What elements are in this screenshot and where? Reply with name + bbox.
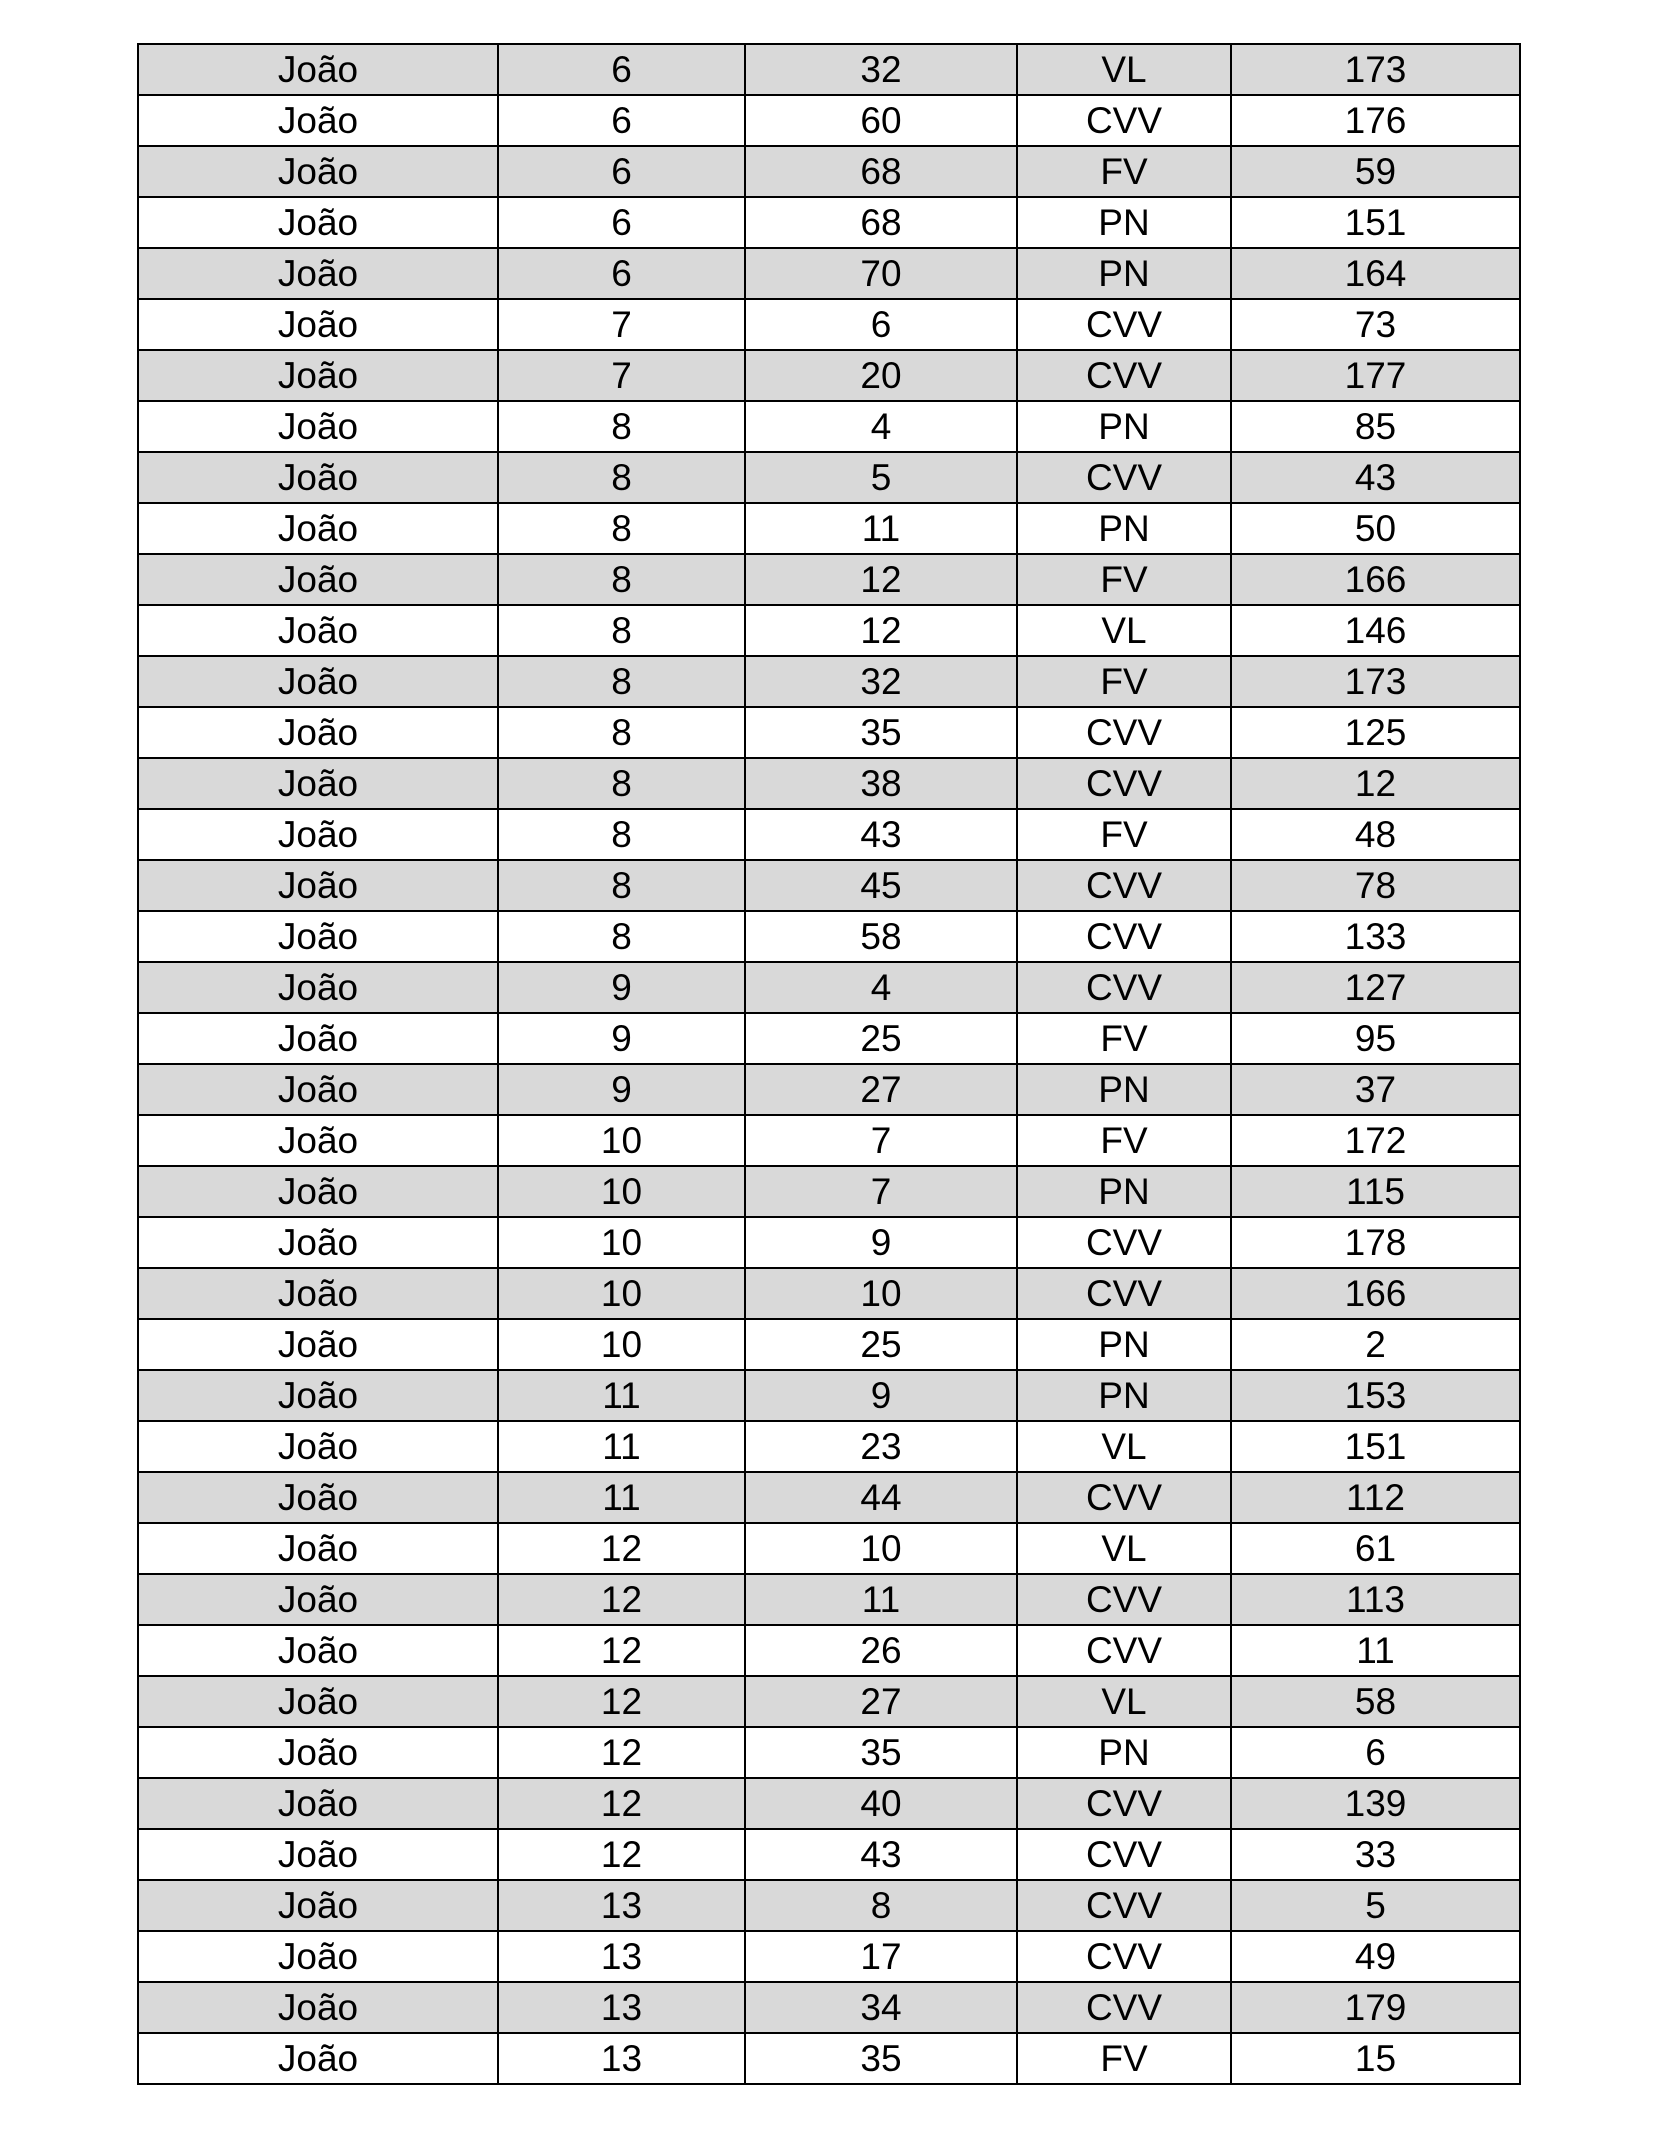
value-cell: 164	[1231, 248, 1520, 299]
number-a-cell: 10	[498, 1166, 745, 1217]
number-b-cell: 68	[745, 197, 1017, 248]
number-a-cell: 6	[498, 248, 745, 299]
code-cell: FV	[1017, 809, 1231, 860]
number-b-cell: 20	[745, 350, 1017, 401]
number-b-cell: 12	[745, 554, 1017, 605]
name-cell: João	[138, 299, 498, 350]
table-row	[138, 1013, 1520, 1064]
number-a-cell: 6	[498, 146, 745, 197]
table-row	[138, 1421, 1520, 1472]
code-cell: CVV	[1017, 1625, 1231, 1676]
table-row	[138, 1727, 1520, 1778]
code-cell: CVV	[1017, 1217, 1231, 1268]
value-cell: 43	[1231, 452, 1520, 503]
name-cell: João	[138, 1574, 498, 1625]
number-a-cell: 8	[498, 860, 745, 911]
number-a-cell: 13	[498, 1982, 745, 2033]
table-row	[138, 1523, 1520, 1574]
value-cell: 95	[1231, 1013, 1520, 1064]
table-row	[138, 707, 1520, 758]
code-cell: CVV	[1017, 452, 1231, 503]
table-row	[138, 1472, 1520, 1523]
name-cell: João	[138, 656, 498, 707]
number-b-cell: 7	[745, 1115, 1017, 1166]
name-cell: João	[138, 1421, 498, 1472]
name-cell: João	[138, 2033, 498, 2084]
number-b-cell: 4	[745, 401, 1017, 452]
name-cell: João	[138, 1880, 498, 1931]
number-b-cell: 17	[745, 1931, 1017, 1982]
number-a-cell: 8	[498, 452, 745, 503]
number-b-cell: 60	[745, 95, 1017, 146]
code-cell: CVV	[1017, 758, 1231, 809]
code-cell: CVV	[1017, 962, 1231, 1013]
number-b-cell: 44	[745, 1472, 1017, 1523]
table-row	[138, 503, 1520, 554]
table-row	[138, 44, 1520, 95]
number-a-cell: 10	[498, 1319, 745, 1370]
number-b-cell: 32	[745, 44, 1017, 95]
number-b-cell: 8	[745, 1880, 1017, 1931]
number-b-cell: 43	[745, 1829, 1017, 1880]
code-cell: FV	[1017, 554, 1231, 605]
code-cell: PN	[1017, 248, 1231, 299]
code-cell: CVV	[1017, 350, 1231, 401]
value-cell: 49	[1231, 1931, 1520, 1982]
value-cell: 5	[1231, 1880, 1520, 1931]
table-row	[138, 1115, 1520, 1166]
number-a-cell: 10	[498, 1268, 745, 1319]
table-row	[138, 911, 1520, 962]
table-row	[138, 1166, 1520, 1217]
value-cell: 173	[1231, 44, 1520, 95]
table-row	[138, 248, 1520, 299]
number-a-cell: 13	[498, 2033, 745, 2084]
value-cell: 58	[1231, 1676, 1520, 1727]
number-a-cell: 13	[498, 1880, 745, 1931]
value-cell: 61	[1231, 1523, 1520, 1574]
code-cell: PN	[1017, 503, 1231, 554]
name-cell: João	[138, 44, 498, 95]
number-b-cell: 43	[745, 809, 1017, 860]
number-a-cell: 8	[498, 911, 745, 962]
name-cell: João	[138, 1166, 498, 1217]
number-a-cell: 12	[498, 1523, 745, 1574]
name-cell: João	[138, 1115, 498, 1166]
value-cell: 73	[1231, 299, 1520, 350]
number-b-cell: 9	[745, 1370, 1017, 1421]
number-b-cell: 25	[745, 1319, 1017, 1370]
table-row	[138, 809, 1520, 860]
number-a-cell: 8	[498, 707, 745, 758]
table-row	[138, 605, 1520, 656]
number-a-cell: 11	[498, 1472, 745, 1523]
name-cell: João	[138, 248, 498, 299]
value-cell: 112	[1231, 1472, 1520, 1523]
value-cell: 178	[1231, 1217, 1520, 1268]
value-cell: 166	[1231, 554, 1520, 605]
table-row	[138, 1676, 1520, 1727]
table-row	[138, 554, 1520, 605]
table-row	[138, 1829, 1520, 1880]
table-row	[138, 299, 1520, 350]
code-cell: CVV	[1017, 860, 1231, 911]
name-cell: João	[138, 707, 498, 758]
table-row	[138, 1574, 1520, 1625]
table-row	[138, 95, 1520, 146]
value-cell: 151	[1231, 197, 1520, 248]
table-row	[138, 350, 1520, 401]
number-b-cell: 6	[745, 299, 1017, 350]
code-cell: PN	[1017, 1166, 1231, 1217]
name-cell: João	[138, 503, 498, 554]
number-b-cell: 68	[745, 146, 1017, 197]
value-cell: 11	[1231, 1625, 1520, 1676]
name-cell: João	[138, 1829, 498, 1880]
name-cell: João	[138, 401, 498, 452]
number-a-cell: 8	[498, 503, 745, 554]
table-row	[138, 1778, 1520, 1829]
name-cell: João	[138, 1727, 498, 1778]
table-row	[138, 1319, 1520, 1370]
table-row	[138, 197, 1520, 248]
number-b-cell: 4	[745, 962, 1017, 1013]
table-row	[138, 146, 1520, 197]
number-b-cell: 26	[745, 1625, 1017, 1676]
number-b-cell: 35	[745, 1727, 1017, 1778]
number-b-cell: 34	[745, 1982, 1017, 2033]
number-b-cell: 32	[745, 656, 1017, 707]
code-cell: CVV	[1017, 95, 1231, 146]
name-cell: João	[138, 1778, 498, 1829]
code-cell: FV	[1017, 2033, 1231, 2084]
number-a-cell: 13	[498, 1931, 745, 1982]
value-cell: 33	[1231, 1829, 1520, 1880]
name-cell: João	[138, 452, 498, 503]
code-cell: CVV	[1017, 911, 1231, 962]
table-row	[138, 656, 1520, 707]
code-cell: CVV	[1017, 1931, 1231, 1982]
name-cell: João	[138, 1370, 498, 1421]
name-cell: João	[138, 911, 498, 962]
number-a-cell: 9	[498, 1013, 745, 1064]
number-a-cell: 11	[498, 1421, 745, 1472]
name-cell: João	[138, 146, 498, 197]
name-cell: João	[138, 1319, 498, 1370]
number-a-cell: 9	[498, 1064, 745, 1115]
value-cell: 48	[1231, 809, 1520, 860]
number-a-cell: 10	[498, 1115, 745, 1166]
table-row	[138, 2033, 1520, 2084]
number-a-cell: 7	[498, 350, 745, 401]
number-a-cell: 8	[498, 656, 745, 707]
code-cell: FV	[1017, 146, 1231, 197]
number-a-cell: 11	[498, 1370, 745, 1421]
table-row	[138, 1625, 1520, 1676]
number-a-cell: 6	[498, 44, 745, 95]
value-cell: 125	[1231, 707, 1520, 758]
number-a-cell: 6	[498, 95, 745, 146]
value-cell: 176	[1231, 95, 1520, 146]
code-cell: PN	[1017, 197, 1231, 248]
code-cell: VL	[1017, 1523, 1231, 1574]
value-cell: 166	[1231, 1268, 1520, 1319]
number-b-cell: 11	[745, 1574, 1017, 1625]
number-a-cell: 12	[498, 1778, 745, 1829]
value-cell: 37	[1231, 1064, 1520, 1115]
name-cell: João	[138, 758, 498, 809]
number-a-cell: 6	[498, 197, 745, 248]
value-cell: 12	[1231, 758, 1520, 809]
number-b-cell: 12	[745, 605, 1017, 656]
value-cell: 15	[1231, 2033, 1520, 2084]
number-b-cell: 25	[745, 1013, 1017, 1064]
number-a-cell: 8	[498, 809, 745, 860]
table-row	[138, 452, 1520, 503]
code-cell: FV	[1017, 656, 1231, 707]
code-cell: PN	[1017, 401, 1231, 452]
number-a-cell: 8	[498, 401, 745, 452]
number-b-cell: 11	[745, 503, 1017, 554]
number-b-cell: 70	[745, 248, 1017, 299]
number-a-cell: 12	[498, 1625, 745, 1676]
code-cell: CVV	[1017, 1829, 1231, 1880]
number-a-cell: 8	[498, 605, 745, 656]
name-cell: João	[138, 1982, 498, 2033]
number-b-cell: 35	[745, 707, 1017, 758]
code-cell: CVV	[1017, 1574, 1231, 1625]
name-cell: João	[138, 1676, 498, 1727]
name-cell: João	[138, 197, 498, 248]
value-cell: 133	[1231, 911, 1520, 962]
number-a-cell: 8	[498, 758, 745, 809]
number-a-cell: 12	[498, 1727, 745, 1778]
name-cell: João	[138, 1013, 498, 1064]
name-cell: João	[138, 1064, 498, 1115]
number-b-cell: 45	[745, 860, 1017, 911]
code-cell: CVV	[1017, 1778, 1231, 1829]
value-cell: 2	[1231, 1319, 1520, 1370]
code-cell: PN	[1017, 1370, 1231, 1421]
value-cell: 113	[1231, 1574, 1520, 1625]
table-row	[138, 758, 1520, 809]
code-cell: CVV	[1017, 707, 1231, 758]
code-cell: VL	[1017, 1676, 1231, 1727]
number-a-cell: 9	[498, 962, 745, 1013]
value-cell: 139	[1231, 1778, 1520, 1829]
code-cell: CVV	[1017, 1982, 1231, 2033]
value-cell: 153	[1231, 1370, 1520, 1421]
number-b-cell: 58	[745, 911, 1017, 962]
number-b-cell: 9	[745, 1217, 1017, 1268]
number-a-cell: 7	[498, 299, 745, 350]
number-b-cell: 27	[745, 1676, 1017, 1727]
name-cell: João	[138, 350, 498, 401]
code-cell: FV	[1017, 1115, 1231, 1166]
data-table	[137, 43, 1521, 2085]
number-b-cell: 10	[745, 1268, 1017, 1319]
number-b-cell: 35	[745, 2033, 1017, 2084]
code-cell: FV	[1017, 1013, 1231, 1064]
number-b-cell: 40	[745, 1778, 1017, 1829]
value-cell: 6	[1231, 1727, 1520, 1778]
number-b-cell: 23	[745, 1421, 1017, 1472]
value-cell: 115	[1231, 1166, 1520, 1217]
value-cell: 173	[1231, 656, 1520, 707]
name-cell: João	[138, 605, 498, 656]
value-cell: 172	[1231, 1115, 1520, 1166]
table-row	[138, 860, 1520, 911]
name-cell: João	[138, 1523, 498, 1574]
table-body	[138, 44, 1520, 2084]
name-cell: João	[138, 1268, 498, 1319]
number-a-cell: 8	[498, 554, 745, 605]
table-row	[138, 1880, 1520, 1931]
table-row	[138, 401, 1520, 452]
value-cell: 151	[1231, 1421, 1520, 1472]
table-row	[138, 1217, 1520, 1268]
value-cell: 59	[1231, 146, 1520, 197]
number-b-cell: 38	[745, 758, 1017, 809]
name-cell: João	[138, 809, 498, 860]
table-row	[138, 1064, 1520, 1115]
value-cell: 50	[1231, 503, 1520, 554]
name-cell: João	[138, 860, 498, 911]
code-cell: PN	[1017, 1064, 1231, 1115]
code-cell: PN	[1017, 1319, 1231, 1370]
table-row	[138, 1931, 1520, 1982]
value-cell: 85	[1231, 401, 1520, 452]
number-a-cell: 12	[498, 1574, 745, 1625]
number-b-cell: 10	[745, 1523, 1017, 1574]
value-cell: 177	[1231, 350, 1520, 401]
value-cell: 146	[1231, 605, 1520, 656]
name-cell: João	[138, 1217, 498, 1268]
code-cell: PN	[1017, 1727, 1231, 1778]
name-cell: João	[138, 1625, 498, 1676]
name-cell: João	[138, 1931, 498, 1982]
code-cell: CVV	[1017, 299, 1231, 350]
name-cell: João	[138, 962, 498, 1013]
name-cell: João	[138, 1472, 498, 1523]
table-row	[138, 962, 1520, 1013]
name-cell: João	[138, 554, 498, 605]
number-a-cell: 12	[498, 1676, 745, 1727]
table-row	[138, 1370, 1520, 1421]
number-a-cell: 12	[498, 1829, 745, 1880]
table-row	[138, 1982, 1520, 2033]
number-a-cell: 10	[498, 1217, 745, 1268]
code-cell: CVV	[1017, 1472, 1231, 1523]
value-cell: 78	[1231, 860, 1520, 911]
name-cell: João	[138, 95, 498, 146]
value-cell: 127	[1231, 962, 1520, 1013]
number-b-cell: 7	[745, 1166, 1017, 1217]
code-cell: VL	[1017, 605, 1231, 656]
value-cell: 179	[1231, 1982, 1520, 2033]
number-b-cell: 5	[745, 452, 1017, 503]
table-row	[138, 1268, 1520, 1319]
code-cell: VL	[1017, 44, 1231, 95]
code-cell: VL	[1017, 1421, 1231, 1472]
code-cell: CVV	[1017, 1268, 1231, 1319]
code-cell: CVV	[1017, 1880, 1231, 1931]
number-b-cell: 27	[745, 1064, 1017, 1115]
